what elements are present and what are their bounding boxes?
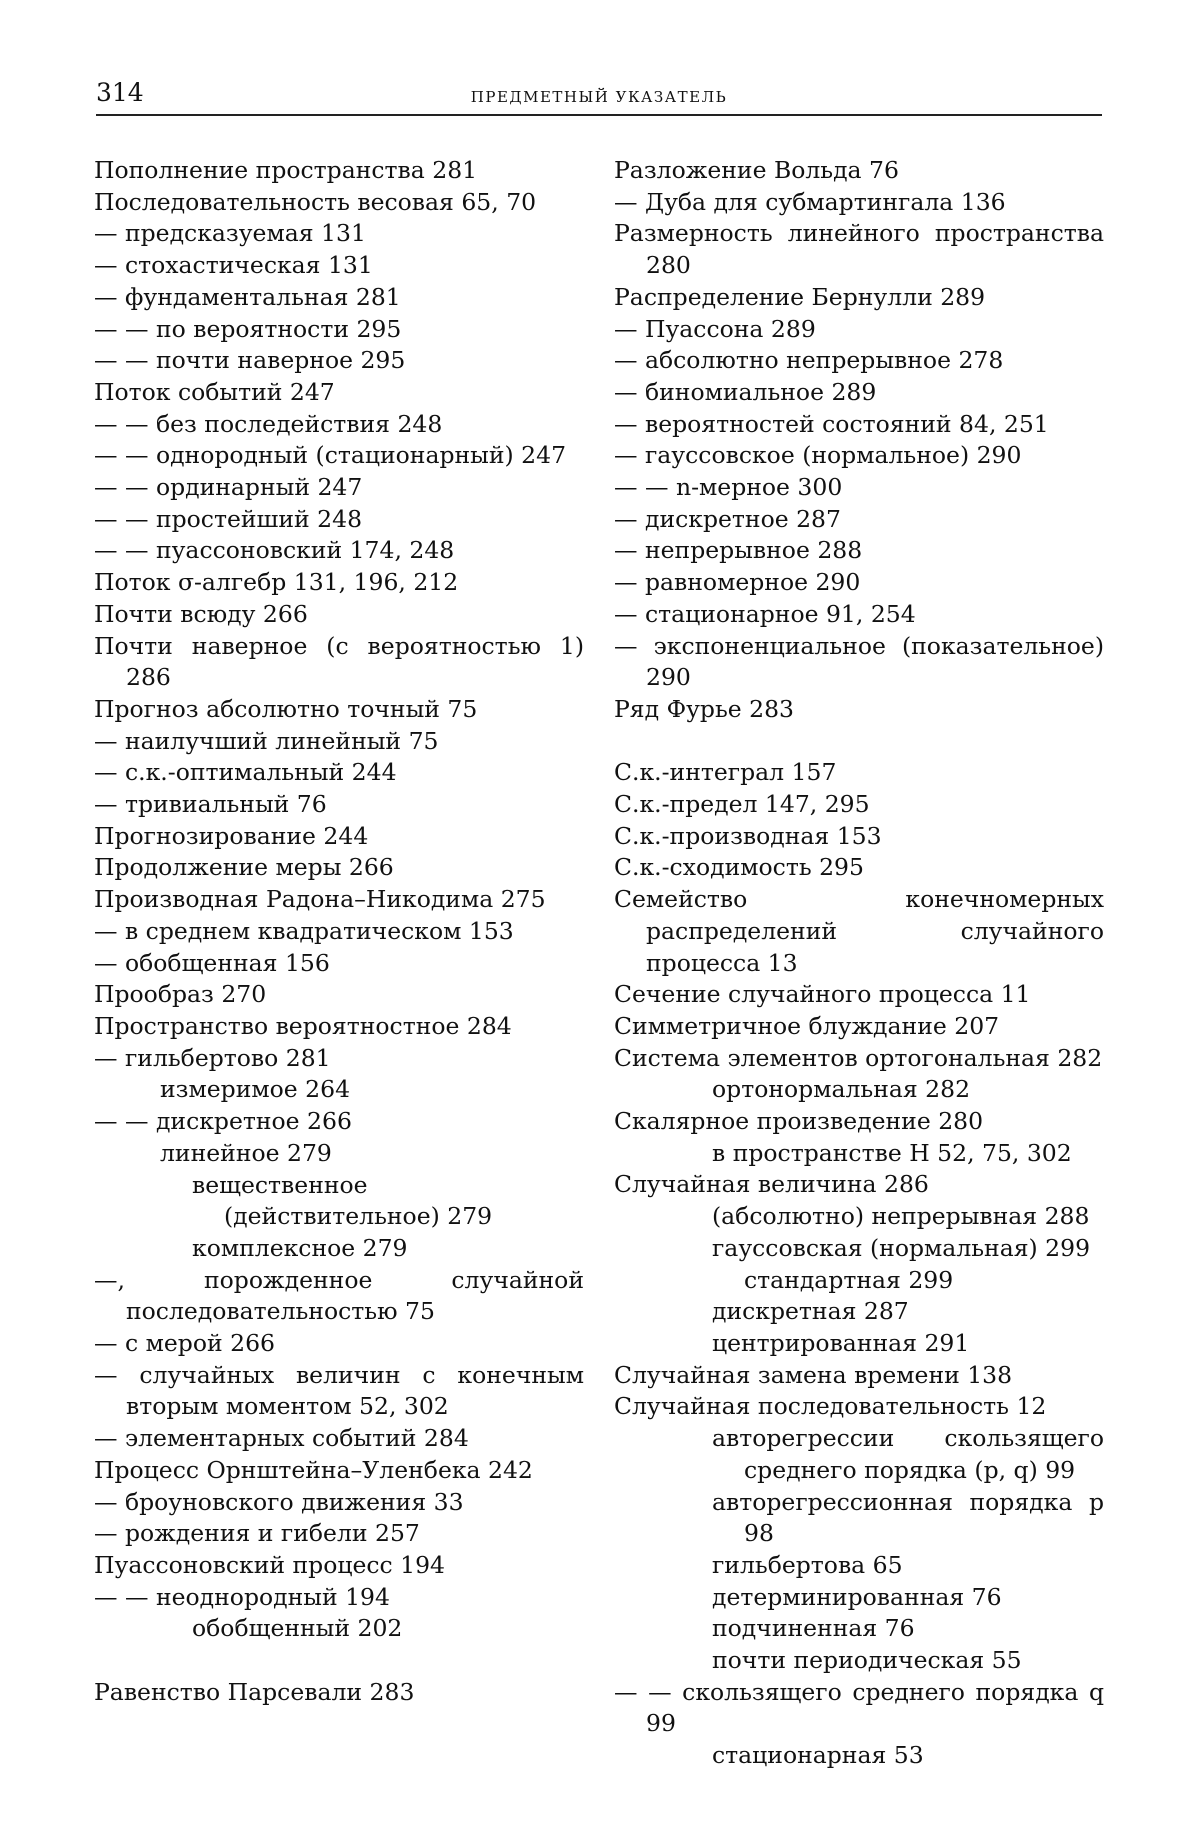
index-entry: Система элементов ортогональная 282 — [614, 1043, 1103, 1072]
index-entry: линейное 279 — [160, 1138, 332, 1167]
index-entry: С.к.-сходимость 295 — [614, 853, 864, 882]
index-entry: Симметричное блуждание 207 — [614, 1011, 1000, 1040]
index-entry: — — дискретное 266 — [94, 1107, 352, 1136]
index-entry: — экспоненциальное (показательное) 290 — [614, 631, 1104, 692]
index-entry: — с.к.-оптимальный 244 — [94, 758, 397, 787]
index-entry: стандартная 299 — [744, 1265, 954, 1294]
index-entry: — абсолютно непрерывное 278 — [614, 346, 1004, 375]
index-entry: — обобщенная 156 — [94, 948, 330, 977]
index-entry: — — пуассоновский 174, 248 — [94, 536, 455, 565]
index-column-left — [94, 155, 584, 1708]
index-entry: — гильбертово 281 — [94, 1043, 331, 1072]
index-entry: центрированная 291 — [712, 1329, 970, 1357]
index-entry: стационарная 53 — [712, 1741, 924, 1770]
index-entry: Пуассоновский процесс 194 — [94, 1550, 446, 1579]
index-entry: — фундаментальная 281 — [94, 282, 401, 311]
index-entry: — — по вероятности 295 — [94, 314, 402, 343]
index-entry: — вероятностей состояний 84, 251 — [614, 409, 1049, 438]
index-entry: Случайная последовательность 12 — [614, 1392, 1047, 1421]
index-entry: Почти наверное (с вероятностью 1) 286 — [94, 631, 584, 692]
index-entry: Почти всюду 266 — [94, 599, 308, 628]
index-entry: — случайных величин с конечным вторым моментом 52, 302 — [94, 1360, 584, 1421]
index-entry: Размерность линейного пространства 280 — [614, 219, 1104, 280]
index-entry: Производная Радона–Никодима 275 — [94, 885, 546, 914]
index-entry: — биномиальное 289 — [614, 377, 877, 406]
index-entry: ортонормальная 282 — [712, 1075, 971, 1104]
running-head: ПРЕДМЕТНЫЙ УКАЗАТЕЛЬ — [470, 88, 728, 106]
index-entry: — — однородный (стационарный) 247 — [94, 441, 567, 470]
index-entry: — — скользящего среднего порядка q 99 — [614, 1677, 1104, 1738]
index-entry: Случайная замена времени 138 — [614, 1360, 1013, 1389]
page-number: 314 — [96, 78, 144, 107]
index-entry: почти периодическая 55 — [712, 1646, 1022, 1675]
index-entry: Разложение Вольда 76 — [614, 156, 899, 184]
index-entry: Семейство конечномерных распределений случайного процесса 13 — [614, 885, 1104, 977]
index-entry: — в среднем квадратическом 153 — [94, 916, 514, 945]
index-entry: Сечение случайного процесса 11 — [614, 980, 1031, 1009]
index-entry: дискретная 287 — [712, 1297, 909, 1326]
index-entry: С.к.-предел 147, 295 — [614, 790, 870, 819]
index-entry: Процесс Орнштейна–Уленбека 242 — [94, 1455, 533, 1484]
index-entry: Прогнозирование 244 — [94, 821, 369, 850]
index-entry: — наилучший линейный 75 — [94, 726, 439, 755]
index-entry: — непрерывное 288 — [614, 536, 863, 565]
index-entry: — — простейший 248 — [94, 504, 363, 533]
index-entry: — стационарное 91, 254 — [614, 599, 916, 628]
index-entry: авторегрессионная порядка p 98 — [712, 1487, 1104, 1548]
index-entry: — дискретное 287 — [614, 504, 841, 533]
index-entry: — стохастическая 131 — [94, 251, 373, 280]
index-entry: — с мерой 266 — [94, 1329, 275, 1358]
index-entry: Поток событий 247 — [94, 377, 335, 406]
index-entry: авторегрессии скользящего среднего порядка (p, q) 99 — [712, 1424, 1104, 1484]
index-entry: — — неоднородный 194 — [94, 1582, 390, 1611]
index-entry: Пополнение пространства 281 — [94, 156, 478, 184]
index-entry: — равномерное 290 — [614, 568, 861, 597]
index-entry: — — без последействия 248 — [94, 409, 443, 438]
index-entry: комплексное 279 — [192, 1233, 408, 1262]
index-entry: С.к.-интеграл 157 — [614, 758, 837, 787]
index-entry: —, порожденное случайной последовательностью 75 — [94, 1265, 584, 1326]
index-entry: подчиненная 76 — [712, 1614, 915, 1643]
page-header — [96, 78, 1102, 116]
index-entry: Пространство вероятностное 284 — [94, 1011, 512, 1040]
index-column-right — [614, 155, 1104, 1772]
index-entry: — — почти наверное 295 — [94, 346, 406, 375]
index-entry: Скалярное произведение 280 — [614, 1107, 984, 1136]
index-entry: Прогноз абсолютно точный 75 — [94, 694, 478, 723]
index-entry: измеримое 264 — [160, 1075, 351, 1104]
index-entry: Прообраз 270 — [94, 980, 267, 1009]
index-entry: — броуновского движения 33 — [94, 1487, 464, 1516]
index-entry: в пространстве H 52, 75, 302 — [712, 1138, 1072, 1167]
index-entry: — Дуба для субмартингала 136 — [614, 187, 1006, 216]
index-entry: гильбертова 65 — [712, 1550, 903, 1579]
index-entry: вещественное (действительное) 279 — [192, 1170, 493, 1231]
index-entry: — тривиальный 76 — [94, 790, 327, 819]
index-entry: обобщенный 202 — [192, 1614, 403, 1643]
index-entry: Поток σ-алгебр 131, 196, 212 — [94, 568, 459, 597]
index-entry: — Пуассона 289 — [614, 314, 816, 343]
index-entry: — предсказуемая 131 — [94, 219, 366, 248]
index-entry: детерминированная 76 — [712, 1582, 1002, 1611]
index-entry: Продолжение меры 266 — [94, 853, 394, 882]
index-entry: — гауссовское (нормальное) 290 — [614, 441, 1022, 470]
index-entry: Случайная величина 286 — [614, 1170, 929, 1199]
index-entry: С.к.-производная 153 — [614, 821, 882, 850]
index-entry: — рождения и гибели 257 — [94, 1519, 420, 1548]
index-entry: — элементарных событий 284 — [94, 1424, 469, 1453]
index-entry: Последовательность весовая 65, 70 — [94, 187, 537, 216]
index-entry: Ряд Фурье 283 — [614, 694, 794, 723]
index-entry: — — ординарный 247 — [94, 473, 363, 502]
index-entry: Распределение Бернулли 289 — [614, 282, 986, 311]
index-entry: (абсолютно) непрерывная 288 — [712, 1202, 1090, 1231]
index-entry: Равенство Парсевали 283 — [94, 1677, 415, 1706]
index-entry: гауссовская (нормальная) 299 — [712, 1233, 1091, 1262]
index-entry: — — n-мерное 300 — [614, 473, 843, 502]
